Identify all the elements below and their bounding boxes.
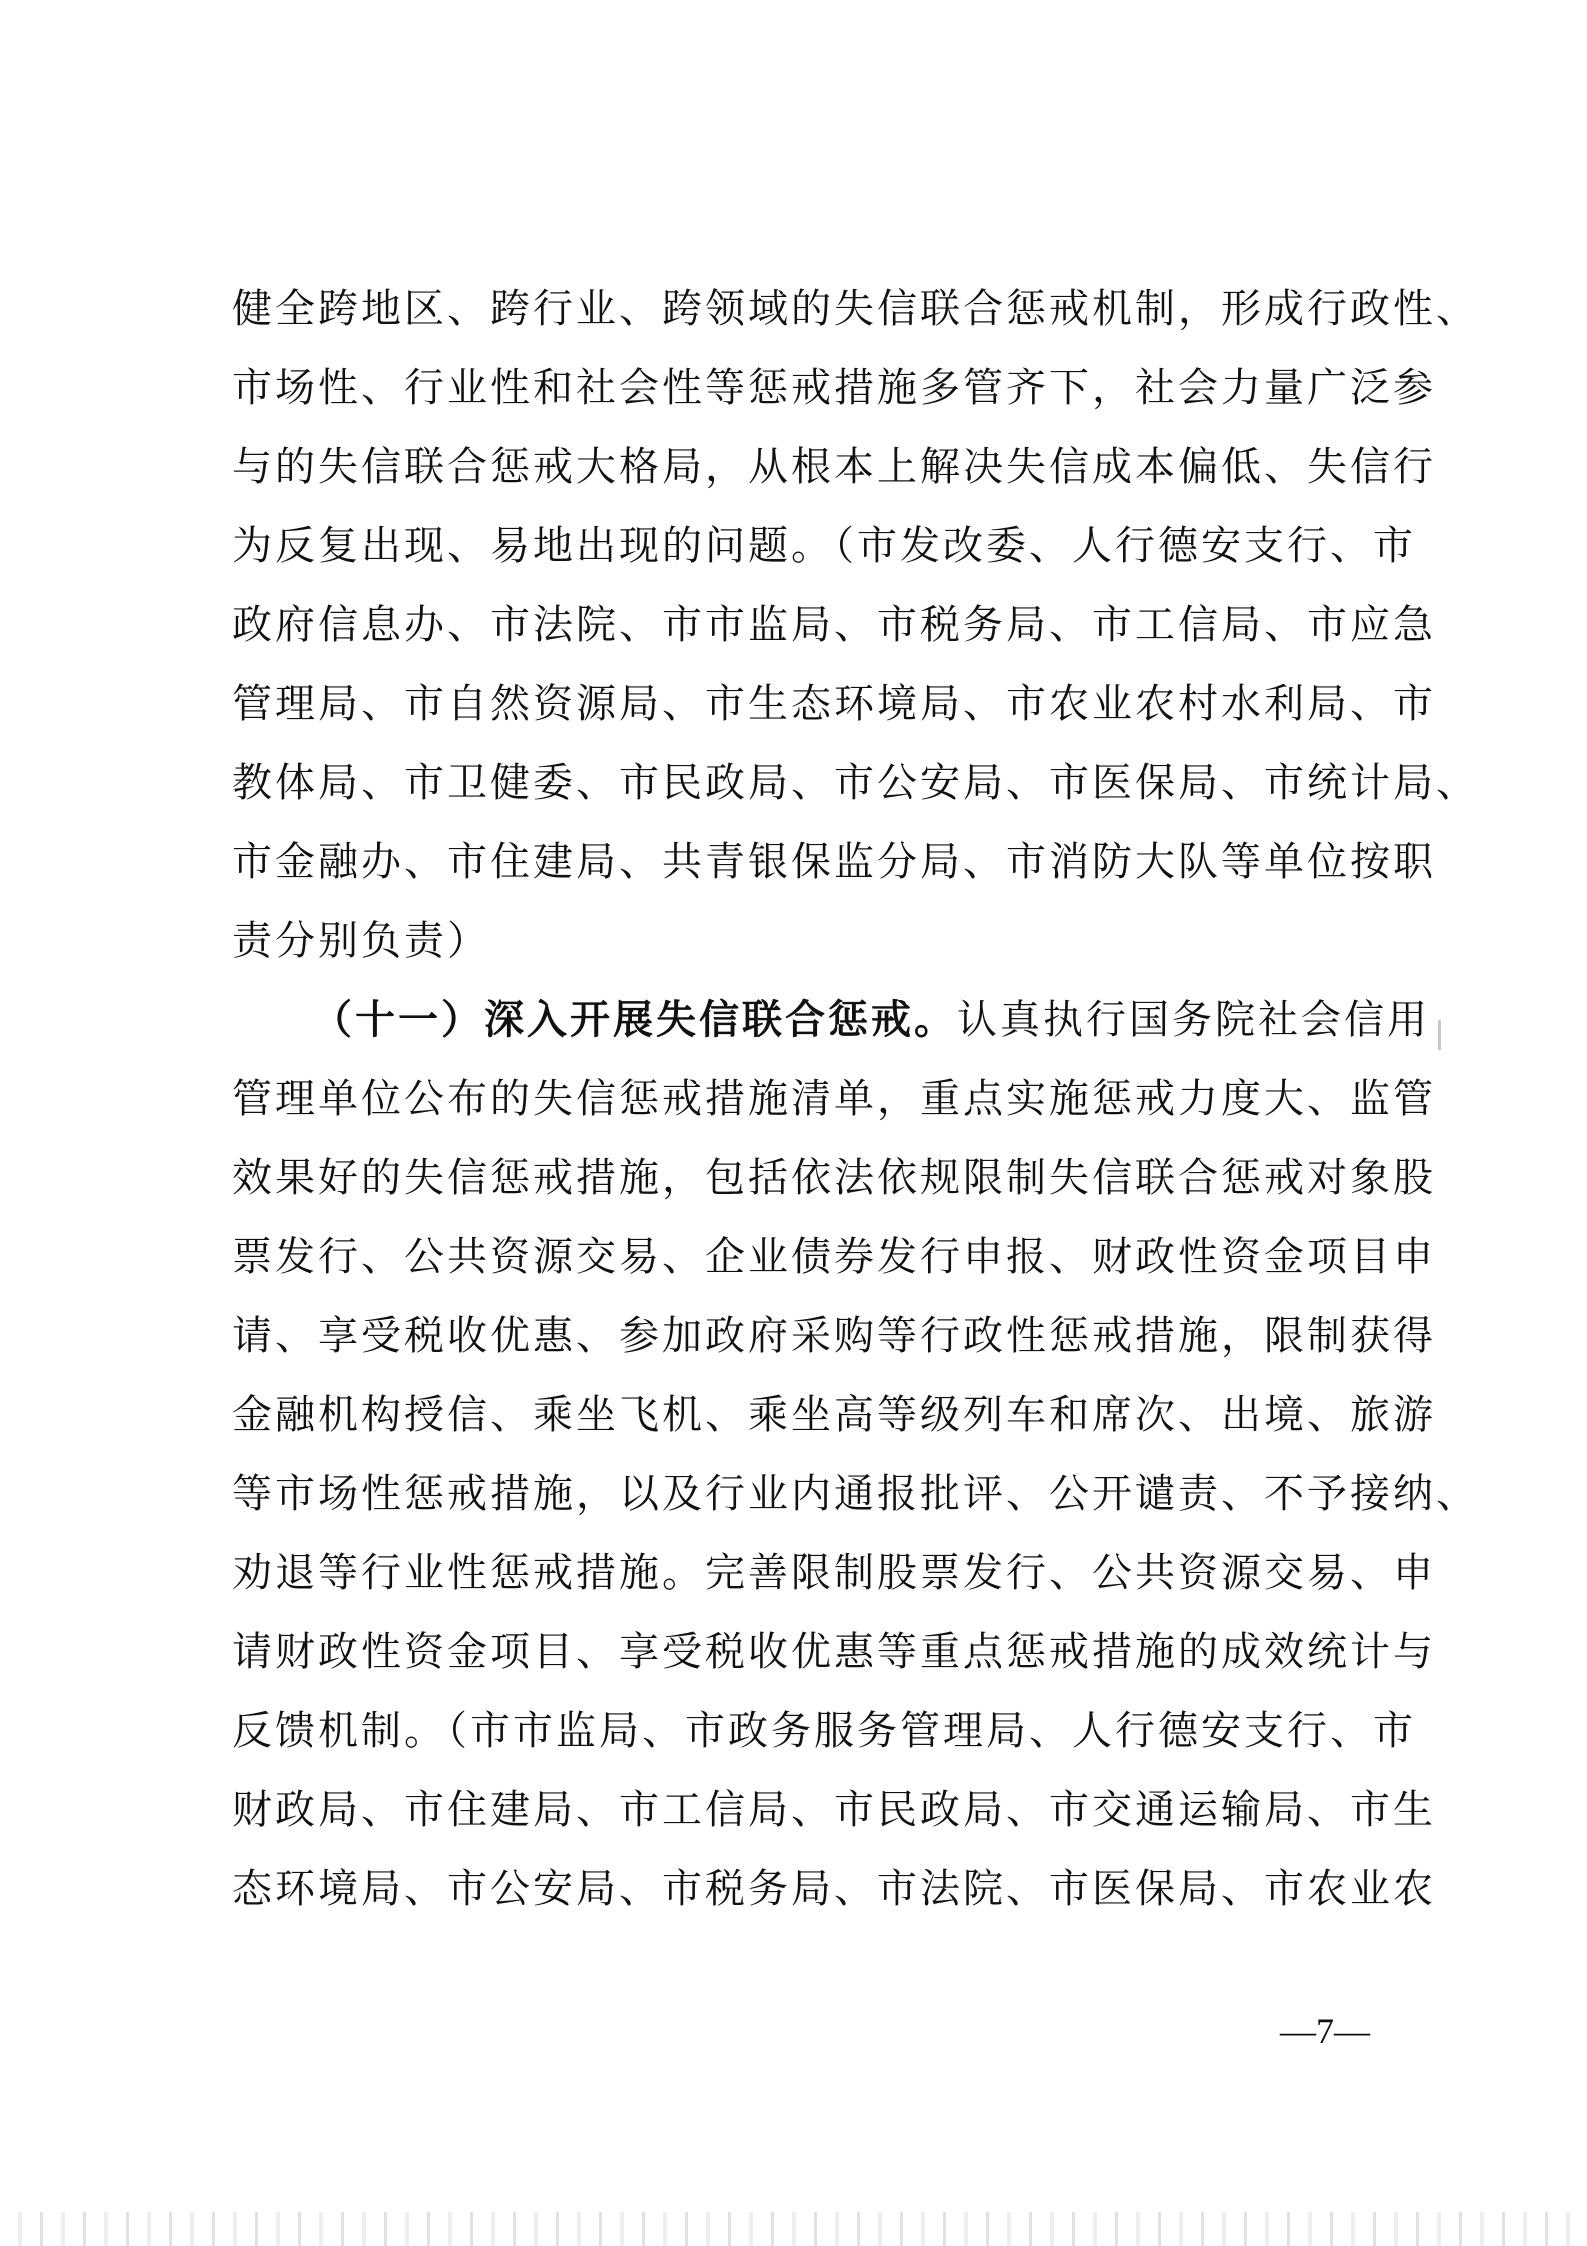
section-line: 态环境局、市公安局、市税务局、市法院、市医保局、市农业农 — [232, 1866, 1436, 1912]
section-line: 请、享受税收优惠、参加政府采购等行政性惩戒措施，限制获得 — [232, 1313, 1436, 1359]
body-text — [232, 270, 1479, 1929]
paragraph-line: 市金融办、市住建局、共青银保监分局、市消防大队等单位按职 — [232, 839, 1436, 885]
paragraph-line: 政府信息办、市法院、市市监局、市税务局、市工信局、市应急 — [232, 602, 1436, 648]
section-line: 管理单位公布的失信惩戒措施清单，重点实施惩戒力度大、监管 — [232, 1076, 1436, 1122]
section-first-line-text: 认真执行国务院社会信用 — [957, 997, 1430, 1043]
paragraph-line: 健全跨地区、跨行业、跨领域的失信联合惩戒机制，形成行政性、 — [232, 286, 1479, 332]
page-number: —7— — [1280, 2011, 1370, 2051]
section-line: 等市场性惩戒措施，以及行业内通报批评、公开谴责、不予接纳、 — [232, 1471, 1479, 1517]
paragraph-line: 责分别负责） — [232, 918, 490, 964]
paragraph-line: 与的失信联合惩戒大格局，从根本上解决失信成本偏低、失信行 — [232, 444, 1436, 490]
section-line: 财政局、市住建局、市工信局、市民政局、市交通运输局、市生 — [232, 1787, 1436, 1833]
section-first-line — [232, 981, 1430, 1060]
paragraph-line: 为反复出现、易地出现的问题。（市发改委、人行德安支行、市 — [232, 523, 1416, 569]
section-line: 金融机构授信、乘坐飞机、乘坐高等级列车和席次、出境、旅游 — [232, 1392, 1436, 1438]
section-line: 票发行、公共资源交易、企业债券发行申报、财政性资金项目申 — [232, 1234, 1436, 1280]
section-line: 效果好的失信惩戒措施，包括依法依规限制失信联合惩戒对象股 — [232, 1155, 1436, 1201]
section-line: 请财政性资金项目、享受税收优惠等重点惩戒措施的成效统计与 — [232, 1629, 1436, 1675]
scan-margin-mark — [1438, 1020, 1441, 1050]
paragraph-line: 教体局、市卫健委、市民政局、市公安局、市医保局、市统计局、 — [232, 760, 1479, 806]
section-line: 反馈机制。（市市监局、市政务服务管理局、人行德安支行、市 — [232, 1708, 1416, 1754]
section-heading: （十一）深入开展失信联合惩戒。 — [312, 997, 957, 1043]
scan-noise-strip — [0, 2212, 1587, 2246]
paragraph-line: 管理局、市自然资源局、市生态环境局、市农业农村水利局、市 — [232, 681, 1436, 727]
paragraph-line: 市场性、行业性和社会性等惩戒措施多管齐下，社会力量广泛参 — [232, 365, 1436, 411]
section-line: 劝退等行业性惩戒措施。完善限制股票发行、公共资源交易、申 — [232, 1550, 1436, 1596]
